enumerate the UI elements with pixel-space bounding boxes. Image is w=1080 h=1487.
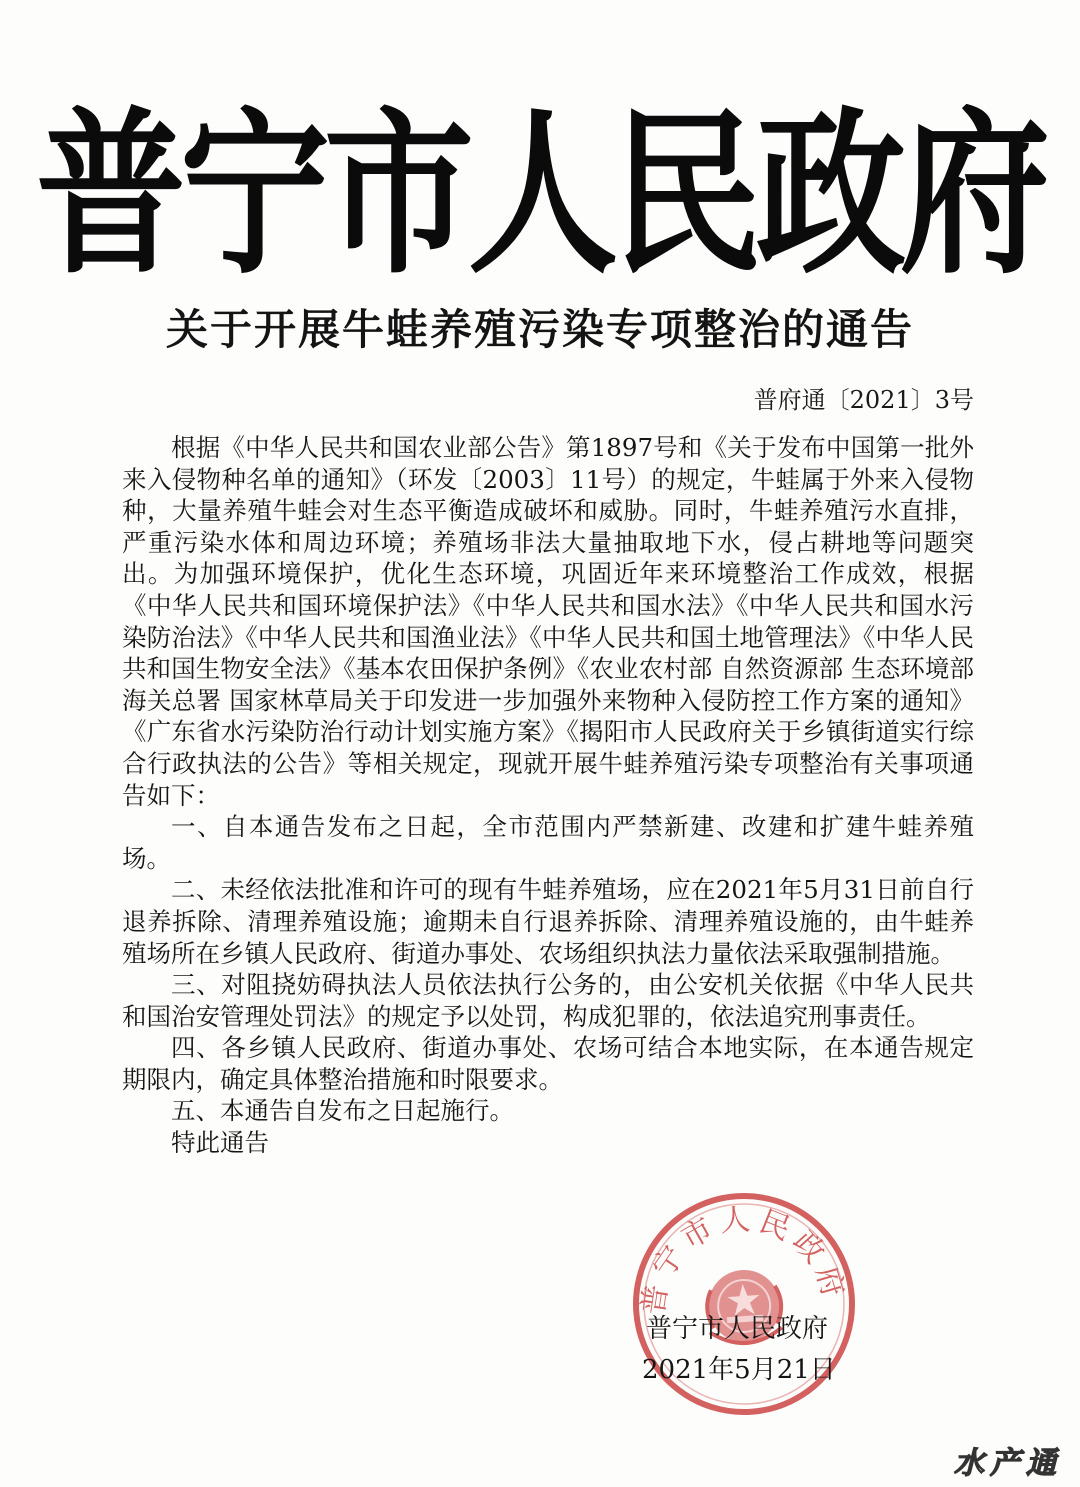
preamble-paragraph: 根据《中华人民共和国农业部公告》第1897号和《关于发布中国第一批外来入侵物种名单的通知》（环发〔2003〕11号）的规定，牛蛙属于外来入侵物种，大量养殖牛蛙会对生态平衡造成破坏和威胁。同时，牛蛙养殖污水直排，严重污染水体和周边环境；养殖场非法大量抽取地下水，侵占耕地等问题突出。为加强环境保护，优化生态环境，巩固近年来环境整治工作成效，根据《中华人民共和国环境保护法》《中华人民共和国水法》《中华人民共和国水污染防治法》《中华人民共和国渔业法》《中华人民共和国土地管理法》《中华人民共和国生物安全法》《基本农田保护条例》《农业农村部 自然资源部 生态环境部 海关总署 国家林草局关于印发进一步加强外来物种入侵防控工作方案的通知》《广东省水污染防治行动计划实施方案》《揭阳市人民政府关于乡镇街道实行综合行政执法的公告》等相关规定，现就开展牛蛙养殖污染专项整治有关事项通告如下： [122, 433, 974, 810]
signature-date: 2021年5月21日 [642, 1355, 836, 1385]
clause-1: 一、自本通告发布之日起，全市范围内严禁新建、改建和扩建牛蛙养殖场。 [122, 812, 974, 873]
clause-5: 五、本通告自发布之日起施行。 [171, 1096, 514, 1126]
issuing-authority-header: 普宁市人民政府 [35, 93, 1044, 299]
closing-phrase: 特此通告 [171, 1128, 269, 1158]
official-seal-icon [620, 1180, 868, 1428]
seal-text: 普宁市人民政府 [635, 1201, 853, 1318]
clause-3: 三、对阻挠妨碍执法人员依法执行公务的，由公安机关依据《中华人民共和国治安管理处罚法》的规定予以处罚，构成犯罪的，依法追究刑事责任。 [122, 970, 974, 1031]
signature-organization: 普宁市人民政府 [646, 1314, 829, 1344]
clause-4: 四、各乡镇人民政府、街道办事处、农场可结合本地实际，在本通告规定期限内，确定具体整治措施和时限要求。 [122, 1033, 974, 1094]
notice-body [122, 432, 974, 1159]
notice-title: 关于开展牛蛙养殖污染专项整治的通告 [165, 305, 914, 354]
source-watermark: 水产通 [954, 1446, 1062, 1481]
document-number: 普府通〔2021〕3号 [753, 386, 974, 414]
clause-2: 二、未经依法批准和许可的现有牛蛙养殖场，应在2021年5月31日前自行退养拆除、清理养殖设施；逾期未自行退养拆除、清理养殖设施的，由牛蛙养殖场所在乡镇人民政府、街道办事处、农场组织执法力量依法采取强制措施。 [122, 875, 974, 968]
